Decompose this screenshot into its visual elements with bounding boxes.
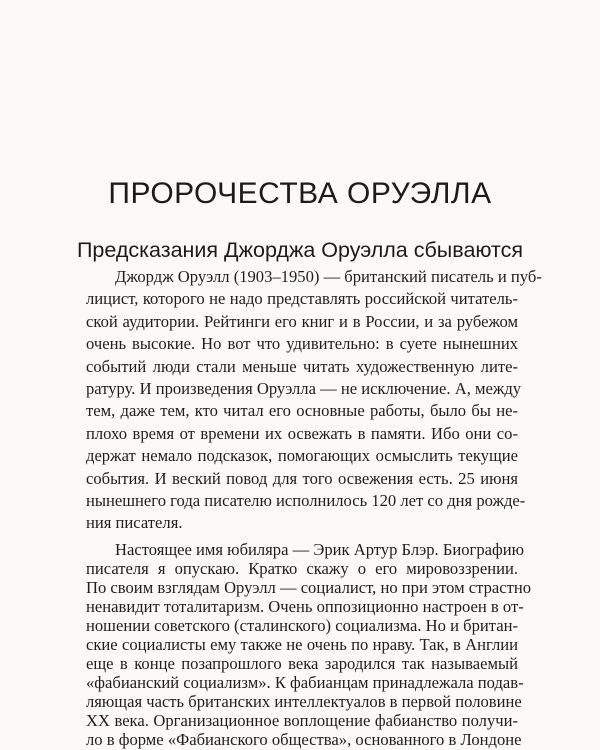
text-line: XX века. Организационное воплощение фабианство получи-	[86, 711, 518, 730]
text-line: ло в форме «Фабианского общества», основанного в Лондоне	[86, 730, 522, 749]
text-line: ляющая часть британских интеллектуалов в первой половине	[86, 692, 522, 711]
text-line: По своим взглядам Оруэлл — социалист, но при этом страстно	[86, 578, 532, 597]
text-line: держат немало подсказок, помогающих осмыслить текущие	[86, 446, 518, 466]
text-line: ской аудитории. Рейтинги его книг и в России, и за рубежом	[86, 311, 518, 331]
text-line: плохо время от времени их освежать в памяти. Ибо они со-	[86, 423, 518, 443]
text-line: ские социалисты ему также не очень по нраву. Так, в Англии	[86, 635, 518, 654]
text-line: нынешнего года писателю исполнилось 120 лет со дня рожде-	[86, 491, 526, 510]
text-line: «фабианский социализм». К фабианцам принадлежала подав-	[86, 673, 524, 692]
text-line: ратуру. И произведения Оруэлла — не исключение. А, между	[86, 379, 522, 398]
text-line: события. И веский повод для того освежения есть. 25 июня	[86, 468, 518, 488]
text-line: ния писателя.	[86, 513, 183, 533]
section-title: Предсказания Джорджа Оруэлла сбываются	[76, 238, 524, 262]
text-line: Джордж Оруэлл (1903–1950) — британский писатель и пуб-	[115, 267, 542, 286]
text-line: писателя я опускаю. Кратко скажу о его мировоззрении.	[86, 559, 518, 578]
text-line: еще в конце позапрошлого века зародился так называемый	[86, 654, 518, 673]
text-line: ненавидит тоталитаризм. Очень оппозиционно настроен в от-	[86, 597, 524, 616]
chapter-title: ПРОРОЧЕСТВА ОРУЭЛЛА	[108, 177, 492, 210]
text-line: Настоящее имя юбиляра — Эрик Артур Блэр. Биографию	[115, 540, 525, 559]
text-line: тем, даже тем, кто читал его основные работы, было бы не-	[86, 401, 518, 421]
text-line: очень высокие. Но вот что удивительно: в суете нынешних	[86, 334, 518, 354]
text-line: лицист, которого не надо представлять российской читатель-	[86, 289, 518, 309]
text-line: событий люди стали меньше читать художественную лите-	[86, 356, 518, 376]
text-line: ношении советского (сталинского) социализма. Но и британ-	[86, 616, 518, 635]
